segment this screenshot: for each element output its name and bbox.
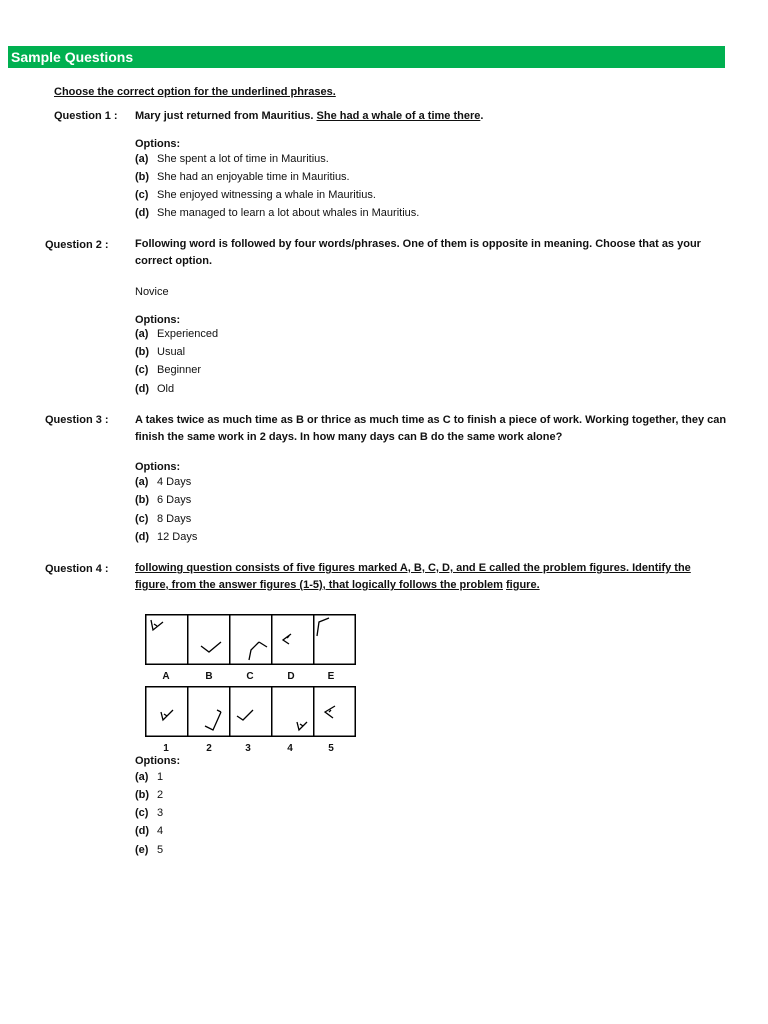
q2-option-a: (a) Experienced <box>135 328 219 340</box>
q1-options-heading: Options: <box>135 138 181 150</box>
problem-figure-c <box>249 642 267 660</box>
q3-option-d: (d) 12 Days <box>135 531 198 543</box>
problem-figures <box>145 614 357 666</box>
answer-label-1: 1 <box>163 743 169 754</box>
problem-label-e: E <box>327 671 335 682</box>
problem-figure-e <box>317 618 329 636</box>
answer-figure-2 <box>205 710 221 730</box>
answer-figure-4 <box>297 722 307 730</box>
q4-option-d: (d) 4 <box>135 825 164 837</box>
q1-option-c: (c) She enjoyed witnessing a whale in Mauritius. <box>135 189 376 201</box>
q3-options-heading: Options: <box>135 461 181 473</box>
q4-text-line1: following question consists of five figures marked A, B, C, D, and E called the problem figures. Identify the <box>135 562 691 574</box>
q3-text-line1: A takes twice as much time as B or thrice as much time as C to finish a piece of work. Working together, they can <box>135 414 727 426</box>
answer-label-5: 5 <box>328 743 334 754</box>
q1-option-b: (b) She had an enjoyable time in Mauritius. <box>135 171 350 183</box>
q3-option-b: (b) 6 Days <box>135 494 192 506</box>
answer-figure-3 <box>237 710 253 720</box>
answer-label-2: 2 <box>206 743 212 754</box>
q3-option-a: (a) 4 Days <box>135 476 192 488</box>
q2-label: Question 2 : <box>45 239 109 251</box>
q2-options-heading: Options: <box>135 314 181 326</box>
q4-label: Question 4 : <box>45 563 109 575</box>
q2-option-c: (c) Beginner <box>135 364 202 376</box>
problem-figure-b <box>201 642 221 652</box>
q2-option-d: (d) Old <box>135 383 175 395</box>
answer-label-4: 4 <box>287 743 293 754</box>
q4-option-e: (e) 5 <box>135 844 164 856</box>
problem-figure-d <box>283 634 291 644</box>
q4-options-heading: Options: <box>135 755 181 767</box>
q1-underlined-phrase: She had a whale of a time there <box>316 110 481 122</box>
q1-text: Mary just returned from Mauritius. She had a whale of a time there. <box>135 110 484 122</box>
q3-label: Question 3 : <box>45 414 109 426</box>
q1-option-a: (a) She spent a lot of time in Mauritius. <box>135 153 329 165</box>
problem-label-b: B <box>205 671 213 682</box>
q1-option-d: (d) She managed to learn a lot about whales in Mauritius. <box>135 207 420 219</box>
problem-label-d: D <box>287 671 295 682</box>
section-title: Sample Questions <box>8 46 725 68</box>
problem-label-c: C <box>246 671 254 682</box>
q2-option-b: (b) Usual <box>135 346 186 358</box>
answer-figure-1 <box>161 710 173 720</box>
q4-option-a: (a) 1 <box>135 771 164 783</box>
q2-text-line2: correct option. <box>135 255 213 267</box>
q3-text-line2: finish the same work in 2 days. In how many days can B do the same work alone? <box>135 431 563 443</box>
answer-figures <box>145 686 357 738</box>
answer-figure-5 <box>325 706 335 718</box>
problem-figure-a <box>151 620 163 630</box>
q4-option-c: (c) 3 <box>135 807 164 819</box>
q2-word: Novice <box>135 286 169 298</box>
answer-label-3: 3 <box>245 743 251 754</box>
q4-option-b: (b) 2 <box>135 789 164 801</box>
q1-label: Question 1 : <box>54 110 118 122</box>
q3-option-c: (c) 8 Days <box>135 513 192 525</box>
q4-text-line2: figure, from the answer figures (1-5), that logically follows the problem figure. <box>135 579 540 591</box>
instruction: Choose the correct option for the underlined phrases. <box>54 86 336 98</box>
q2-text-line1: Following word is followed by four words/phrases. One of them is opposite in meaning. Choose that as your <box>135 238 701 250</box>
problem-label-a: A <box>162 671 170 682</box>
